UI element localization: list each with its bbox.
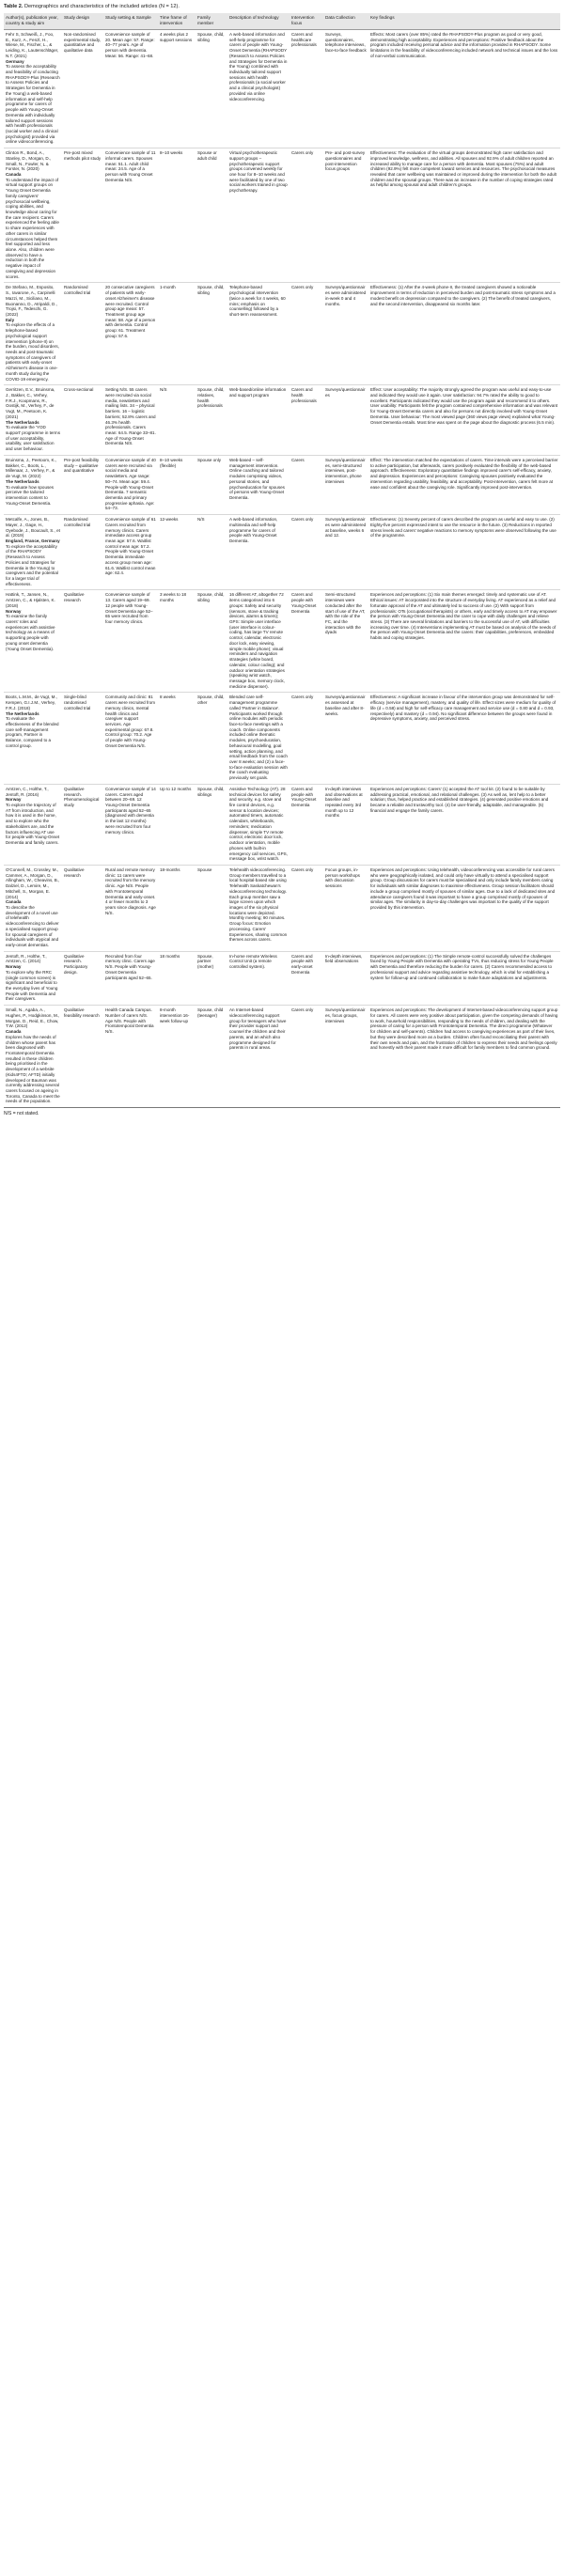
cell-timeframe: 8–10 weeks bbox=[158, 148, 196, 283]
cell-focus: Carers only bbox=[290, 148, 323, 283]
cell-technology: Web-based – self-management intervention. Online coaching and tailored modules comprising videos, personal stories, and psychoeducation for spouses of persons with Young-Onset Dementia. bbox=[227, 455, 290, 514]
author-names: Clinton R., Bond, A., Stanley, D., Morgan, D., Small, N., Fowler, N. & Forster, N. (2020) bbox=[6, 150, 52, 172]
study-country: Norway bbox=[6, 797, 22, 803]
table-row bbox=[4, 951, 560, 1005]
cell-focus: Carers and healthcare professionals bbox=[290, 30, 323, 148]
study-aim: To explore the effects of a telephone-based psychological support intervention (phone-II) on the burden, mood disorders, needs and post-traumatic symptoms of caregivers of patients with early-onset Alzheimer's disease in one-month study during the COVID-19 emergency. bbox=[6, 322, 59, 382]
cell-setting: Convenience sample of 11 informal carers. Spouses mean: 51.1. Adult child mean: 24.5. Age of a person with Young Onset Dementia N/S. bbox=[103, 148, 158, 283]
study-country: The Netherlands bbox=[6, 710, 39, 716]
table-row bbox=[4, 385, 560, 456]
table-caption-label: Table 2. bbox=[4, 4, 24, 9]
cell-family: Spouse, child (teenager) bbox=[196, 1006, 227, 1108]
study-country: Norway bbox=[6, 608, 22, 614]
cell-timeframe: 4 weeks plus 2 support sessions bbox=[158, 30, 196, 148]
cell-family: Spouse, child, siblings bbox=[196, 784, 227, 865]
cell-design: Qualitative research bbox=[62, 865, 103, 951]
cell-technology: Assistive Technology (AT). 28 technical devices for safety and security, e.g. stove and fire control devices, e.g. sensor & location devices; automated timers, automatic calendars, whiteboards, reminders; medication dispenser, simple TV remote control, electronic door lock, outdoor orientation, mobile phones with built-in emergency call services, GPS, message box, wrist watch. bbox=[227, 784, 290, 865]
cell-setting: Convenience sample of 13. Carers aged 19–69. 12 people with Young-Onset Dementia age 52–65 were recruited from four memory clinics. bbox=[103, 590, 158, 693]
cell-design: Cross-sectional bbox=[62, 385, 103, 456]
author-names: Metcalfe, A., Jones, B., Mayer, J., Gage, H., Oyebode, J., Boucault, S., et al. (2019) bbox=[6, 517, 60, 539]
table-row bbox=[4, 590, 560, 693]
cell-timeframe: N/S bbox=[158, 385, 196, 456]
cell-setting: Recruited from four memory clinic. Carers age N/S. People with Young-Onset Dementia participants aged 52–65. bbox=[103, 951, 158, 1005]
table-footnote: N/S = not stated. bbox=[4, 1111, 39, 1117]
cell-setting: 20 consecutive caregivers of patients with early-onset Alzheimer's disease were recruited. Control group age mean: 57. Treatment group age mean: 58. Age of a person with dementia. Control group: 61. Treatment group: 57.6. bbox=[103, 283, 158, 385]
cell-collection: Pre- and post-survey questionnaires and post-intervention focus groups bbox=[323, 148, 368, 283]
cell-setting: Rural and remote memory clinic: 11 carers were recruited from the memory clinic. Age N/S. People with Frontotemporal Dementia and early-onset. 4 or fewer months to 3 years since diagnosis. Age N/S. bbox=[103, 865, 158, 951]
cell-focus: Carers and people with early-onset Dementia bbox=[290, 951, 323, 1005]
cell-technology: Telehealth videoconferencing. Group members travelled to a local hospital-based site using Telehealth Saskatchewan's videoconferencing technology. Each group member saw a large screen upon which images of the six physical locations were depicted. Monthly meeting; 90 minutes. Group focus: Emotion processing. Carers' Experiences, sharing common themes across carers. bbox=[227, 865, 290, 951]
study-country: Norway bbox=[6, 964, 22, 970]
cell-author bbox=[4, 283, 62, 385]
cell-family: Spouse, child, sibling bbox=[196, 283, 227, 385]
cell-technology: A web-based information and self-help programme for carers of people with Young-Onset Dementia (RHAPSODY (Research to Assess Policies and Strategies for Dementia in the Young) combined with individually tailored support sessions with health professionals (a social worker and a clinical psychologist) provided via online videoconferencing. bbox=[227, 30, 290, 148]
table-header-row bbox=[4, 13, 560, 29]
study-country: The Netherlands bbox=[6, 419, 39, 425]
cell-findings: Experiences and perceptions: The development of Internet-based videoconferencing support group for carers. All carers were very positive about participation, given the competing demands of having to work, household responsibilities, responding to the needs of children, and dealing with the pressure of caring for a person with Frontotemporal Dementia. The direct programme (Whatever for children and self-parents). Children had access to caregiving experiences as part of their lives, but they were described more as a burden. Children often found reconciliating their parent with their own needs and pain, and the frustration of children to express their needs and feelings openly and honestly with their parent made it more difficult for family members to find common ground. bbox=[368, 1006, 560, 1108]
cell-author bbox=[4, 784, 62, 865]
cell-design: Randomised controlled trial bbox=[62, 515, 103, 590]
cell-author bbox=[4, 590, 62, 693]
cell-collection: Surveys, questionnaires, telephone interviews, face-to-face feedback bbox=[323, 30, 368, 148]
cell-timeframe: 8-month intervention 16-week follow-up bbox=[158, 1006, 196, 1108]
table-row bbox=[4, 283, 560, 385]
column-header-timeframe: Time frame of intervention bbox=[158, 13, 196, 29]
study-country: Canada bbox=[6, 1029, 22, 1035]
author-names: Jentoft, R., Holthe, T., Arntzen, C. (2014) bbox=[6, 953, 47, 964]
table-body bbox=[4, 30, 560, 1108]
cell-findings: Effect: User acceptability: The majority strongly agreed the program was useful and easy-to-use and indicated they would use it again. User satisfaction: 94.7% rated the ability to good to excellent. Participants indicated they would use the program again and recommend it to others. User usability: Participants felt the program contained comprehensive information and was relevant for Young-Onset Dementia carers and also for persons not directly involved with Young-Onset Dementia. User behaviour: The most viewed page (360 views page views) explained what Young-Onset Dementia entails. Most time was spent on the page about the diagnostic process (6.5 min). bbox=[368, 385, 560, 456]
cell-collection: Semi-structured interviews were conducted after the start of use of the AT, with the role of the FC, and the interaction with the dyads bbox=[323, 590, 368, 693]
cell-design: Qualitative feasibility research bbox=[62, 1006, 103, 1108]
cell-design: Qualitative research. Participatory design. bbox=[62, 951, 103, 1005]
cell-family: Spouse, child, sibling bbox=[196, 30, 227, 148]
column-header-focus: Intervention focus bbox=[290, 13, 323, 29]
study-aim: To examine the family carers' roles and experiences with assistive technology as a means of supporting people with young onset dementia (Young Onset Dementia). bbox=[6, 614, 55, 651]
cell-collection: In-depth interviews and observations at baseline and repeated every 3rd month up to 12 months bbox=[323, 784, 368, 865]
cell-technology: An Internet-based videoconferencing support group for teenagers who have their provider support and counsel the children and their parents, and an which also programme designed for parents in rural areas. bbox=[227, 1006, 290, 1108]
cell-design: Qualitative research. Phenomenological study bbox=[62, 784, 103, 865]
cell-collection: Surveys/questionnaires, semi-structured interviews, post-intervention, phone interviews bbox=[323, 455, 368, 514]
cell-focus: Carers and people with Young-Onset Dementia bbox=[290, 590, 323, 693]
table-caption-text: Demographics and characteristics of the included articles (N = 12). bbox=[24, 4, 180, 9]
cell-setting: Health Canada Campus. Number of carers N/S. Age N/S. People with Frontotemporal Dementia N/S. bbox=[103, 1006, 158, 1108]
study-aim: To explore the acceptability of the RHAPSODY (Research to Assess Policies and Strategies for Dementia in the Young) to caregivers and the potential for a larger trial of effectiveness. bbox=[6, 543, 58, 586]
column-header-setting: Study setting & Sample bbox=[103, 13, 158, 29]
cell-design: Pre-post feasibility study – qualitative and quantitative bbox=[62, 455, 103, 514]
cell-collection: Surveys/questionnaires assessed at baseline and after 8-weeks. bbox=[323, 693, 368, 785]
table-row bbox=[4, 148, 560, 283]
table-row bbox=[4, 30, 560, 148]
table-row bbox=[4, 865, 560, 951]
column-header-technology: Description of technology bbox=[227, 13, 290, 29]
cell-timeframe: 12-weeks bbox=[158, 515, 196, 590]
cell-technology: Telephone-based psychological intervention (twice a week for 4 weeks, 60 mins; emphasis on counselling) followed by a short-term reassessment. bbox=[227, 283, 290, 385]
study-aim: To assess the acceptability and feasibility of conducting RHAPSODY-Plus (Research to Assess Policies and Strategies for Dementia in the Young) a web-based information and self-help programme for carers of people with Young-Onset Dementia with individually tailored support sessions with health professionals (social worker and a clinical psychologist) provided via online videoconferencing. bbox=[6, 64, 60, 145]
study-country: Italy bbox=[6, 317, 15, 322]
author-names: Boots, L.M.M., de Vugt, M., Kempen, G.I.J.M., Verhey, F.R.J. (2018) bbox=[6, 695, 57, 710]
cell-timeframe: 1-month bbox=[158, 283, 196, 385]
cell-collection: Surveys/questionnaires were administered in-week 0 and 4 months. bbox=[323, 283, 368, 385]
cell-collection: Surveys/questionnaires bbox=[323, 385, 368, 456]
study-aim: Explores how the needs of children whose parent has been diagnosed with Frontotemporal Dementia resulted in these children being prioritised in the development of a website (Kids4FTD; AFTD) initially developed or Bauman was currently addressing several carers focused on ageing in Toronto, Canada to meet the needs of the population. bbox=[6, 1034, 60, 1104]
cell-timeframe: 18-months bbox=[158, 865, 196, 951]
cell-timeframe: Up to 12 months bbox=[158, 784, 196, 865]
cell-author bbox=[4, 865, 62, 951]
cell-technology: 16 different AT, altogether 72 items categorised into 6 groups: Safety and security (sensors, stove & tracking devices, alarms & timers); GPS: Simple user interface (user interface is colour-coding, has large TV remote control, calendar, electronic door lock, easy viewing, simple mobile phone); visual reminders and navigation strategies (white board, calendar, colour coding); and outdoor orientation strategies (speaking wrist watch, message box, memory clock, medicine dispenser). bbox=[227, 590, 290, 693]
cell-design: Single-blind randomised controlled trial bbox=[62, 693, 103, 785]
table-row bbox=[4, 455, 560, 514]
cell-family: Spouse, child, other bbox=[196, 693, 227, 785]
column-header-findings: Key findings bbox=[368, 13, 560, 29]
cell-setting: Community and clinic: 81 carers were recruited from memory clinics, mental health clinics and caregiver support services. Age experimental group: 67.8. Control group: 70.2. Age of people with Young-Onset Dementia N/S. bbox=[103, 693, 158, 785]
author-names: Gerritzen, E.V., Bruinsma, J., Bakker, C., Verhey, F.R.J., Koopmans, R., Oostijk, M., Verhey, F., de Vugt, M., Peetoom, K. (2021) bbox=[6, 387, 55, 419]
cell-family: Spouse, child, relatives, health professionals bbox=[196, 385, 227, 456]
cell-technology: Web-based/online information and support program bbox=[227, 385, 290, 456]
cell-findings: Experiences and perceptions: Using telehealth, videoconferencing was accessible for rural carers who were geographically isolated, and could only have virtually to attend a specialised support group. Group discussions for carers must be specialised and only include family members caring for individuals with similar diagnoses to maximise effectiveness. Group session facilitators should include a group comprised mostly of spouses of similar ages. Due to a lack of dedicated sites and attendance caregivers found it was important to have a group comprised mostly of spouses of similar ages. The similarity in day-to-day challenges was important to the quality of the support provided by this intervention. bbox=[368, 865, 560, 951]
column-header-author: Author(s), publication year, country & study aim bbox=[4, 13, 62, 29]
cell-author bbox=[4, 385, 62, 456]
cell-collection: In-depth interviews, field observations bbox=[323, 951, 368, 1005]
study-country: The Netherlands bbox=[6, 478, 39, 484]
cell-design: Randomised controlled trial bbox=[62, 283, 103, 385]
study-aim: To evaluate the effectiveness of the blended care self-management program, Partner in Balance, compared to a control group. bbox=[6, 716, 59, 748]
study-country: Germany bbox=[6, 58, 24, 64]
author-names: Hattink, T., Jansen, N., Arntzen, C., & Hjalsten, K. (2018) bbox=[6, 592, 55, 608]
cell-family: Spouse only bbox=[196, 455, 227, 514]
cell-family: Spouse, child, sibling bbox=[196, 590, 227, 693]
column-header-design: Study design bbox=[62, 13, 103, 29]
cell-family: Spouse bbox=[196, 865, 227, 951]
cell-findings: Effects: Most carers (over 85%) rated the RHAPSODY-Plus program as good or very good, demonstrating high acceptability. Experiences and perceptions: Positive feedback about the program included receiving personal advice and the information provided in RHAPSODY. Some limitations in the feasibility of videoconferencing included network and technical issues and the loss of non-verbal communication. bbox=[368, 30, 560, 148]
cell-focus: Carers only bbox=[290, 865, 323, 951]
study-aim: To explore the trajectory of AT from introduction, and how it is used in the home, and to explore who the stakeholders are, and the factors influencing AT use for people with Young-Onset Dementia and family carers. bbox=[6, 803, 60, 846]
cell-author bbox=[4, 693, 62, 785]
cell-focus: Carers only bbox=[290, 1006, 323, 1108]
cell-design: Qualitative research bbox=[62, 590, 103, 693]
cell-setting: Convenience sample of 61 Carers recruited from memory clinics. Carers immediate access group mean age: 57.6. Waitlist control mean age: 57.2. People with Young-Onset Dementia immediate access group mean age: 61.6. Waitlist control mean age: 62.4. bbox=[103, 515, 158, 590]
cell-author bbox=[4, 1006, 62, 1108]
cell-design: Pre-post mixed methods pilot study bbox=[62, 148, 103, 283]
cell-technology: In-home remote Wireless Control Unit (a remote controlled system). bbox=[227, 951, 290, 1005]
characteristics-table bbox=[4, 13, 560, 1108]
cell-setting: Convenience sample of 40 carers were recruited via social media and newsletters. Age range: 50–74. Mean age: 59.4. People with Young-Onset Dementia. 7 semantic dementia and primary progressive aphasia. Age: 54–73. bbox=[103, 455, 158, 514]
cell-technology: Blended care self-management programme called 'Partner in Balance'. Participants worked through online modules with periodic face-to-face meetings with a coach. Online components included online thematic modules, psychoeducation, behavioural modelling, goal setting, action planning, and email feedback from the coach over 8 weeks; and (2) a face-to-face evaluation session with the coach evaluating previously set goals. bbox=[227, 693, 290, 785]
author-names: Small, N., Agaba, A., Hughes, P., Hodgkinson, M., Morgan, D., Reid, E., Chow, T.W. (2012) bbox=[6, 1007, 60, 1029]
cell-focus: Carers bbox=[290, 455, 323, 514]
study-country: Canada bbox=[6, 171, 22, 177]
cell-timeframe: 8 weeks bbox=[158, 693, 196, 785]
author-names: Fehr S, Schweiß, J., Foo, E., Kurz, A., Fenzl, H., Wiese, M., Fischer, L., & Leiding, K., Lautenschläger, N.T. (2021) bbox=[6, 32, 59, 58]
cell-focus: Carers only bbox=[290, 283, 323, 385]
table-row bbox=[4, 1006, 560, 1108]
cell-findings: Effectiveness: The evaluation of the virtual groups demonstrated high carer satisfaction and improved knowledge, wellness, and abilities. All spouses and 92.9% of adult children reported an increased ability to manage care for a person with dementia. Most spouses (75%) and adult children (92.9%) felt more competent toward services and resources. The psychosocial measures revealed that carer wellbeing was maintained or improved during the intervention for both the adult children and the spousal groups. There was an increase in the number of coping strategies rated as helpful among spousal and adult children's groups. bbox=[368, 148, 560, 283]
study-country: Canada bbox=[6, 899, 22, 905]
cell-findings: Experiences and perceptions: Carers' (1) accepted the AT tool kit. (2) found to be suitable by addressing practical, emotional, and relational challenges. (3) As well as, lent help to a better solution; thus, helped practice and established strategies. (4) generated positive emotions and became a reliable and trustworthy tool. (4) be user-friendly, adaptable, and manageable. (5) financial and engage the family carers. bbox=[368, 784, 560, 865]
study-aim: To describe the development of a novel use of telehealth videoconferencing to deliver a specialised support group for spousal caregivers of individuals with atypical and early-onset dementias. bbox=[6, 904, 59, 948]
cell-timeframe: 18 months bbox=[158, 951, 196, 1005]
cell-setting: Convenience sample of 20. Mean age: 57. Range: 40–77 years. Age of person with dementia. Mean: 56. Range: 41–68. bbox=[103, 30, 158, 148]
table-caption bbox=[0, 0, 564, 13]
cell-focus: Carers only bbox=[290, 693, 323, 785]
study-aim: To evaluate the 'YOD support' programme in terms of user acceptability, usability, user satisfaction and user behaviour. bbox=[6, 425, 60, 452]
cell-findings: Effect: The intervention matched the expectations of carers. Time intervals were a perceived barrier to active participation, but afterwards, carers positively evaluated the flexibility of the web-based approach. Effectiveness: Exploratory quantitative findings improved carer's self-efficacy, anxiety, and depression. Experiences and perceptions: Caregiving spouses positively evaluated the intervention regarding usability, feasibility, and acceptability. Post-intervention, carers felt more at ease and confident about the caregiving role. Significantly improved post-intervention. bbox=[368, 455, 560, 514]
cell-collection: Surveys/questionnaires, focus groups, interviews bbox=[323, 1006, 368, 1108]
cell-timeframe: 8–10 weeks (flexible) bbox=[158, 455, 196, 514]
cell-collection: Focus groups, in-person workshops with discussion sessions bbox=[323, 865, 368, 951]
cell-findings: Effectiveness: (1) Seventy percent of carers described the program as useful and easy to use. (2) Eighty-five percent expressed intent to use the resource in the future. (3) Reductions in reported stress levels and carers' negative reactions to memory symptoms were observed following the use of the programme. bbox=[368, 515, 560, 590]
column-header-family: Family member bbox=[196, 13, 227, 29]
study-aim: To explore why the RRC (single common screen) is significant and beneficial to the everyday lives of Young People with Dementia and their caregivers. bbox=[6, 969, 58, 1002]
cell-findings: Effectiveness: (1) After the 4-week phone-II, the treated caregivers showed a noticeable improvement in terms of reduction in perceived burden and post-traumatic stress symptoms and a modest benefit on depression compared to the caregivers. (2) The benefit of treated caregivers, and the second intervention, disappeared six months later. bbox=[368, 283, 560, 385]
author-names: O'Connell, M., Crossley, M., Cammer, A., Morgan, D., Allingham, W., Cheavins, B., Dalziel, D., Lemire, M., Mitchell, S., Morgan, E. (2014) bbox=[6, 866, 60, 899]
table-row bbox=[4, 693, 560, 785]
study-aim: To understand the impact of virtual support groups on 'Young Onset Dementia family caregivers' psychosocial wellbeing, coping abilities, and knowledge about caring for the care recipient. Carers experienced the feeling able to share experiences with other carers in similar circumstances helped them feel supported and less alone. Also, children were observed to have a reduction in both the negative impact of caregiving and depression scores. bbox=[6, 177, 59, 279]
author-names: Arntzen, C., Holthe, T., Jentoft, R. (2016) bbox=[6, 786, 49, 797]
cell-technology: Virtual psychotherapeutic support groups – psychotherapeutic support groups convened weekly for one hour for 8–10 weeks and were facilitated by one of two social workers trained in group psychotherapy. bbox=[227, 148, 290, 283]
cell-findings: Experiences and perceptions: (1) The Simple remote-control successfully solved the challenges faced by Young People with Dementia with operating TVs, thus reducing stress for Young People with Dementia and therefore reducing the burden for carers. (2) Carers recommended access to professional support and advice regarding assistive technology, which is vital for establishing a system for follow-up and continued collaboration to make future adaptations and adjustments. bbox=[368, 951, 560, 1005]
table-row bbox=[4, 515, 560, 590]
cell-author bbox=[4, 951, 62, 1005]
cell-focus: Carers and people with Young-Onset Dementia bbox=[290, 784, 323, 865]
study-aim: To evaluate how spouses perceive the tailored intervention content to Young-Onset Dementia. bbox=[6, 484, 55, 506]
cell-design: Non-randomised experimental study, quantitative and qualitative data bbox=[62, 30, 103, 148]
cell-author bbox=[4, 30, 62, 148]
cell-family: Spouse, partner (mother) bbox=[196, 951, 227, 1005]
study-country: England, France, Germany bbox=[6, 538, 60, 543]
cell-author bbox=[4, 148, 62, 283]
column-header-collection: Data Collection bbox=[323, 13, 368, 29]
cell-author bbox=[4, 515, 62, 590]
cell-setting: Convenience sample of 14 carers. Carers aged between 20–69. 12 Young-Onset Dementia participants aged 52–65 (diagnosed with dementia in the last 12 months) were recruited from four memory clinics. bbox=[103, 784, 158, 865]
cell-family: N/S bbox=[196, 515, 227, 590]
cell-technology: A web-based information, multimedia and self-help programme for carers of people with Young-Onset Dementia. bbox=[227, 515, 290, 590]
cell-findings: Experiences and perceptions: (1) Six main themes emerged: timely and systematic use of AT. Ethical issues: AT incorporated into the structure of everyday living. AT experienced as a relief and fortunate approval of the AT and ultimately led to success of use. (2) With support from professionals: OTs (occupational therapists) or others, early and timely access to AT may empower the person with Young-Onset Dementia and the carer to cope with daily challenges and relieve stress. (3) There are several limitations and barriers to the successful use of AT, with difficulties increasing over time. (4) Interventions implementing AT must be based on analysis of the needs of the person with Young-Onset Dementia and the carers: their capabilities, preferences, embedded habits and coping strategies. bbox=[368, 590, 560, 693]
author-names: De Stefano, M., Esposito, S., Iavarone, A., Carpinelli Mazzi, M., Siciliano, M., Buonanno, D., Atripaldi, D., Trojsi, F., Tedeschi, G. (2022) bbox=[6, 285, 57, 317]
cell-focus: Carers only bbox=[290, 515, 323, 590]
cell-family: Spouse or adult child bbox=[196, 148, 227, 283]
cell-focus: Carers and health professionals bbox=[290, 385, 323, 456]
author-names: Bruinsma, J., Peetoom, K., Bakker, C., Boots, L., Millenaar, J., Verhey, F., & de Vugt, M. (2022) bbox=[6, 457, 57, 479]
cell-author bbox=[4, 455, 62, 514]
cell-findings: Effectiveness: A significant increase in favour of the intervention group was demonstrated for self-efficacy (service management), mastery, and quality of life. Effect sizes were medium for quality of life (d = 0.58) and high for self-efficacy care management and service use (d = 0.80 and d = 0.93, respectively) and mastery (d = 0.94). No significant difference between the groups were found in depressive symptoms, anxiety, and perceived stress. bbox=[368, 693, 560, 785]
cell-collection: Surveys/questionnaires were administered at baseline, weeks 6 and 12. bbox=[323, 515, 368, 590]
table-row bbox=[4, 784, 560, 865]
cell-timeframe: 3 weeks to 18 months bbox=[158, 590, 196, 693]
cell-setting: Setting N/S. 55 carers were recruited via social media, newsletters and mailing lists. 34 – physical barriers. 16 – logistic barriers; 52.8% carers and 46.3% health professionals. Carers mean: 64.5. Range 33–81. Age of Young-Onset Dementia N/S. bbox=[103, 385, 158, 456]
